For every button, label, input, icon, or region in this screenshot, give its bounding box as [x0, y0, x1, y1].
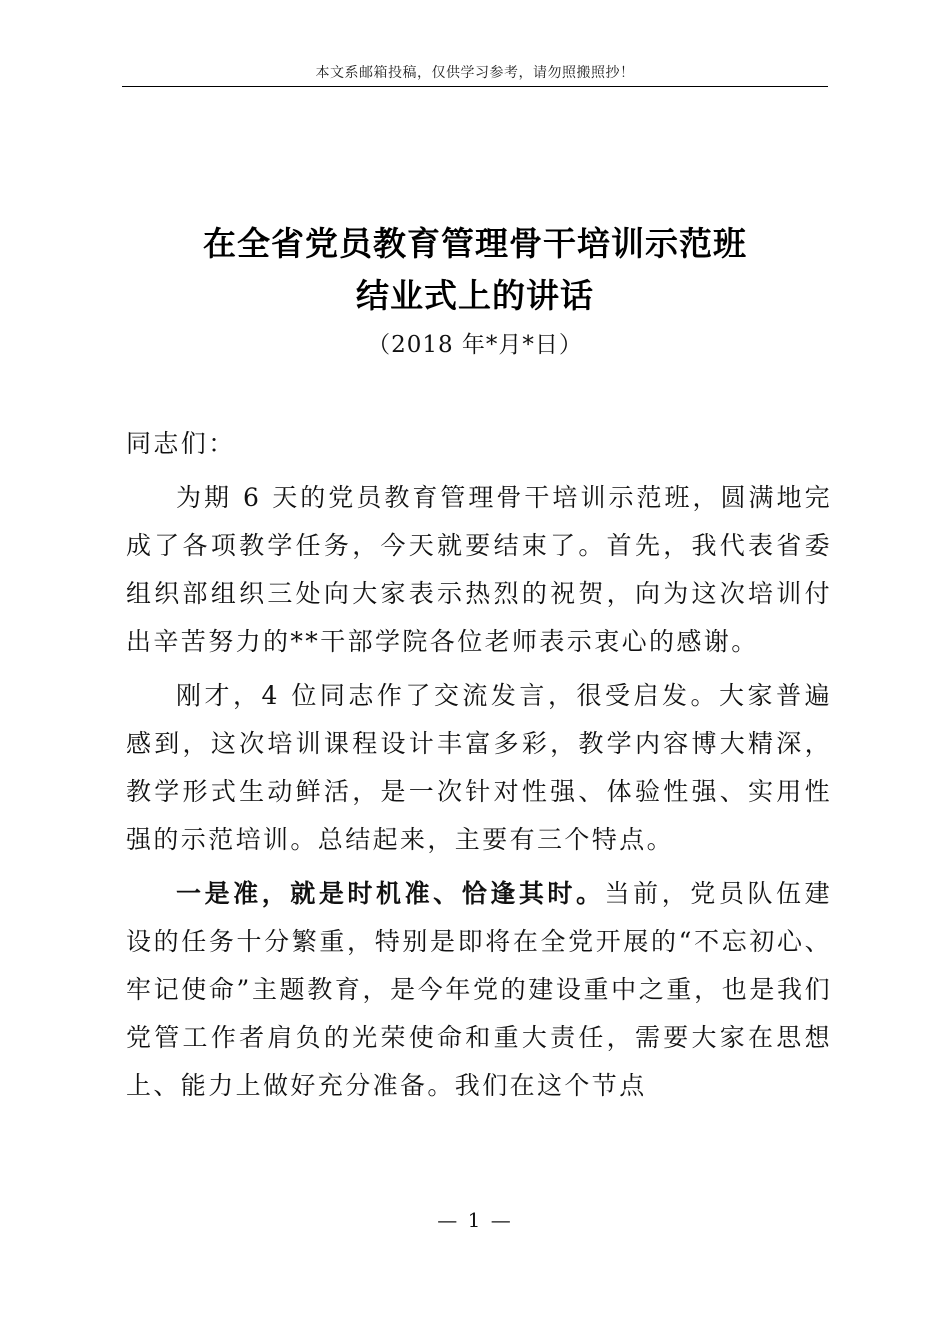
- paragraph-3: [126, 870, 832, 1110]
- header-disclaimer: 本文系邮箱投稿，仅供学习参考，请勿照搬照抄！: [315, 65, 635, 81]
- paragraph-1: 为期 6 天的党员教育管理骨干培训示范班，圆满地完成了各项教学任务，今天就要结束了。首先，我代表省委组织部组织三处向大家表示热烈的祝贺，向为这次培训付出辛苦努力的**干部学院各位老师表示衷心的感谢。: [126, 483, 832, 656]
- header-divider: [122, 86, 828, 87]
- paragraph-2: 刚才，4 位同志作了交流发言，很受启发。大家普遍感到，这次培训课程设计丰富多彩，教学内容博大精深，教学形式生动鲜活，是一次针对性强、体验性强、实用性强的示范培训。总结起来，主要有三个特点。: [126, 681, 832, 854]
- page-number: — 1 —: [437, 1208, 513, 1232]
- document-date: （2018 年*月*日）: [367, 332, 583, 358]
- paragraph-3-text: 当前，党员队伍建设的任务十分繁重，特别是即将在全党开展的“不忘初心、牢记使命”主题教育，是今年党的建设重中之重，也是我们党管工作者肩负的光荣使命和重大责任，需要大家在思想上、能力上做好充分准备。我们在这个节点: [126, 879, 832, 1100]
- document-body: [126, 420, 832, 1116]
- document-title-line-2: 结业式上的讲话: [356, 276, 594, 315]
- salutation: 同志们：: [126, 429, 236, 458]
- paragraph-3-heading: 一是准，就是时机准、恰逢其时。: [176, 879, 605, 908]
- document-title-line-1: 在全省党员教育管理骨干培训示范班: [203, 224, 747, 263]
